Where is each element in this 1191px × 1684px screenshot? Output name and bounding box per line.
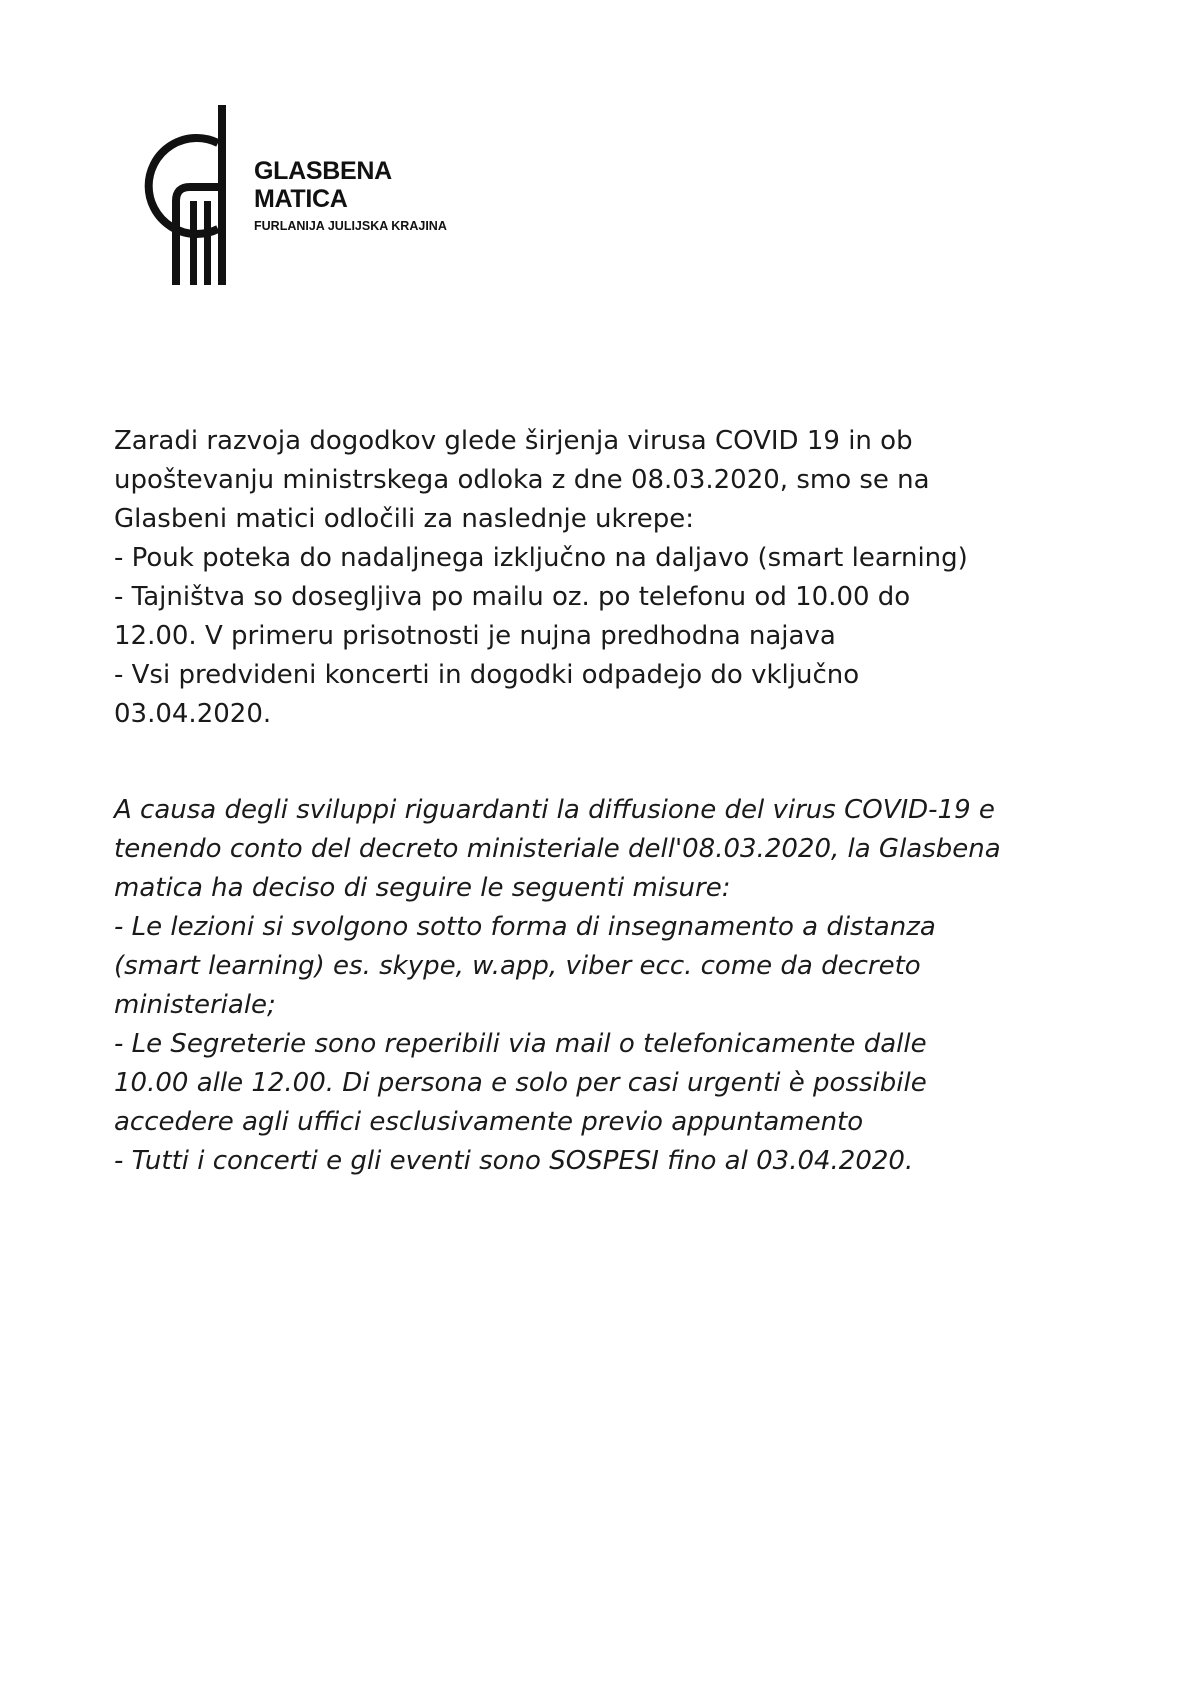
text-line: 10.00 alle 12.00. Di persona e solo per casi urgenti è possibile [114,1068,927,1098]
text-line: 03.04.2020. [114,699,272,729]
slovene-notice [114,422,1114,734]
text-line: A causa degli sviluppi riguardanti la diffusione del virus COVID-19 e [114,795,995,825]
text-line: - Tajništva so dosegljiva po mailu oz. po telefonu od 10.00 do [114,582,911,612]
text-line: 12.00. V primeru prisotnosti je nujna predhodna najava [114,621,836,651]
text-line: upoštevanju ministrskega odloka z dne 08.03.2020, smo se na [114,465,930,495]
text-line: - Le lezioni si svolgono sotto forma di insegnamento a distanza [114,912,936,942]
text-line: - Vsi predvideni koncerti in dogodki odpadejo do vključno [114,660,860,690]
text-line: - Pouk poteka do nadaljnega izključno na daljavo (smart learning) [114,543,968,573]
glasbena-matica-logo-icon [128,105,238,285]
text-line: matica ha deciso di seguire le seguenti misure: [114,873,731,903]
text-line: Glasbeni matici odločili za naslednje ukrepe: [114,504,694,534]
text-line: - Le Segreterie sono reperibili via mail o telefonicamente dalle [114,1029,927,1059]
logo [128,105,508,285]
text-line: tenendo conto del decreto ministeriale dell'08.03.2020, la Glasbena [114,834,1001,864]
text-line: ministeriale; [114,990,276,1020]
italian-notice [114,791,1114,1181]
text-line: - Tutti i concerti e gli eventi sono SOSPESI fino al 03.04.2020. [114,1146,914,1176]
text-line: (smart learning) es. skype, w.app, viber ecc. come da decreto [114,951,921,981]
text-line: accedere agli uffici esclusivamente previo appuntamento [114,1107,864,1137]
brand-line-2: MATICA [254,185,348,213]
brand-line-1: GLASBENA [254,157,392,185]
brand-region: FURLANIJA JULIJSKA KRAJINA [254,219,447,233]
brand-name [254,157,447,235]
text-line: Zaradi razvoja dogodkov glede širjenja virusa COVID 19 in ob [114,426,913,456]
